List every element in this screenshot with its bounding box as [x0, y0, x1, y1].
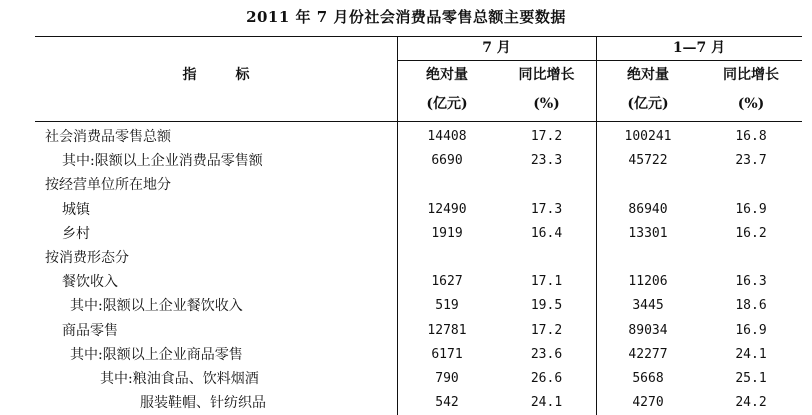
july-growth-header: 同比增长 [518, 67, 575, 83]
row-value-v2: 4270 [632, 395, 664, 411]
row-value-g2: 16.9 [735, 322, 767, 338]
jan-jul-growth-unit: (%) [737, 96, 765, 112]
row-label: 其中:限额以上企业消费品零售额 [62, 153, 263, 170]
row-value-g2: 16.9 [735, 201, 767, 217]
row-label: 商品零售 [62, 322, 118, 339]
row-value-g1: 17.1 [530, 274, 563, 290]
row-value-v2: 3445 [632, 298, 664, 314]
jan-jul-abs-unit: (亿元) [627, 96, 669, 112]
july-abs-unit: (亿元) [426, 96, 468, 112]
row-value-g2: 16.8 [735, 129, 767, 144]
row-label: 餐饮收入 [62, 274, 118, 291]
row-value-v2: 89034 [628, 322, 668, 338]
row-value-v2: 100241 [624, 129, 672, 144]
row-value-v2: 13301 [628, 225, 668, 241]
row-label: 社会消费品零售总额 [45, 129, 171, 145]
header-bottom-rule [35, 121, 802, 122]
row-value-g2: 16.2 [735, 225, 767, 241]
row-value-v1: 1627 [431, 274, 463, 290]
period-july-header: 7 月 [482, 40, 511, 56]
row-value-g2: 23.7 [735, 153, 767, 169]
jan-jul-abs-header: 绝对量 [627, 67, 669, 83]
row-value-v1: 519 [435, 298, 459, 314]
top-rule [35, 36, 802, 37]
row-value-g1: 24.1 [530, 395, 563, 411]
row-value-v2: 5668 [632, 371, 664, 386]
row-label: 其中:粮油食品、饮料烟酒 [100, 371, 259, 387]
row-label: 按经营单位所在地分 [45, 177, 171, 194]
row-label: 其中:限额以上企业餐饮收入 [70, 298, 243, 315]
row-label: 按消费形态分 [45, 250, 129, 266]
indicator-header: 指 标 [182, 67, 250, 83]
row-value-g1: 17.2 [530, 322, 563, 338]
row-value-g1: 17.3 [530, 201, 563, 217]
row-value-g2: 24.1 [735, 346, 767, 362]
row-value-g1: 23.3 [530, 153, 563, 169]
row-value-v2: 45722 [628, 153, 668, 169]
row-value-g2: 24.2 [735, 395, 767, 411]
period-rule [397, 60, 802, 61]
row-value-v1: 542 [435, 395, 459, 411]
row-label: 乡村 [62, 225, 90, 242]
row-value-v1: 12490 [427, 201, 467, 217]
row-value-v1: 12781 [427, 322, 467, 338]
july-growth-unit: (%) [533, 96, 560, 112]
row-value-v1: 6690 [431, 153, 463, 169]
row-value-g1: 19.5 [530, 298, 563, 314]
row-value-v2: 86940 [628, 201, 668, 217]
row-value-g2: 25.1 [735, 371, 767, 386]
row-label: 服装鞋帽、针纺织品 [140, 395, 266, 412]
july-abs-header: 绝对量 [426, 67, 468, 83]
row-value-g1: 17.2 [530, 129, 563, 144]
table-title: 2011 年 7 月份社会消费品零售总额主要数据 [246, 8, 566, 26]
row-value-v1: 6171 [431, 346, 463, 362]
row-value-g2: 16.3 [735, 274, 767, 290]
row-value-v1: 14408 [427, 129, 467, 144]
row-value-g1: 23.6 [530, 346, 563, 362]
row-value-v1: 1919 [431, 225, 463, 241]
row-value-v2: 42277 [628, 346, 668, 362]
row-value-g1: 26.6 [530, 371, 563, 386]
row-value-v2: 11206 [628, 274, 668, 290]
row-value-g1: 16.4 [530, 225, 563, 241]
row-value-g2: 18.6 [735, 298, 767, 314]
row-value-v1: 790 [435, 371, 459, 386]
jan-jul-growth-header: 同比增长 [723, 67, 779, 83]
row-label: 其中:限额以上企业商品零售 [70, 346, 243, 363]
period-jan-jul-header: 1—7 月 [672, 40, 726, 56]
row-label: 城镇 [62, 201, 90, 218]
